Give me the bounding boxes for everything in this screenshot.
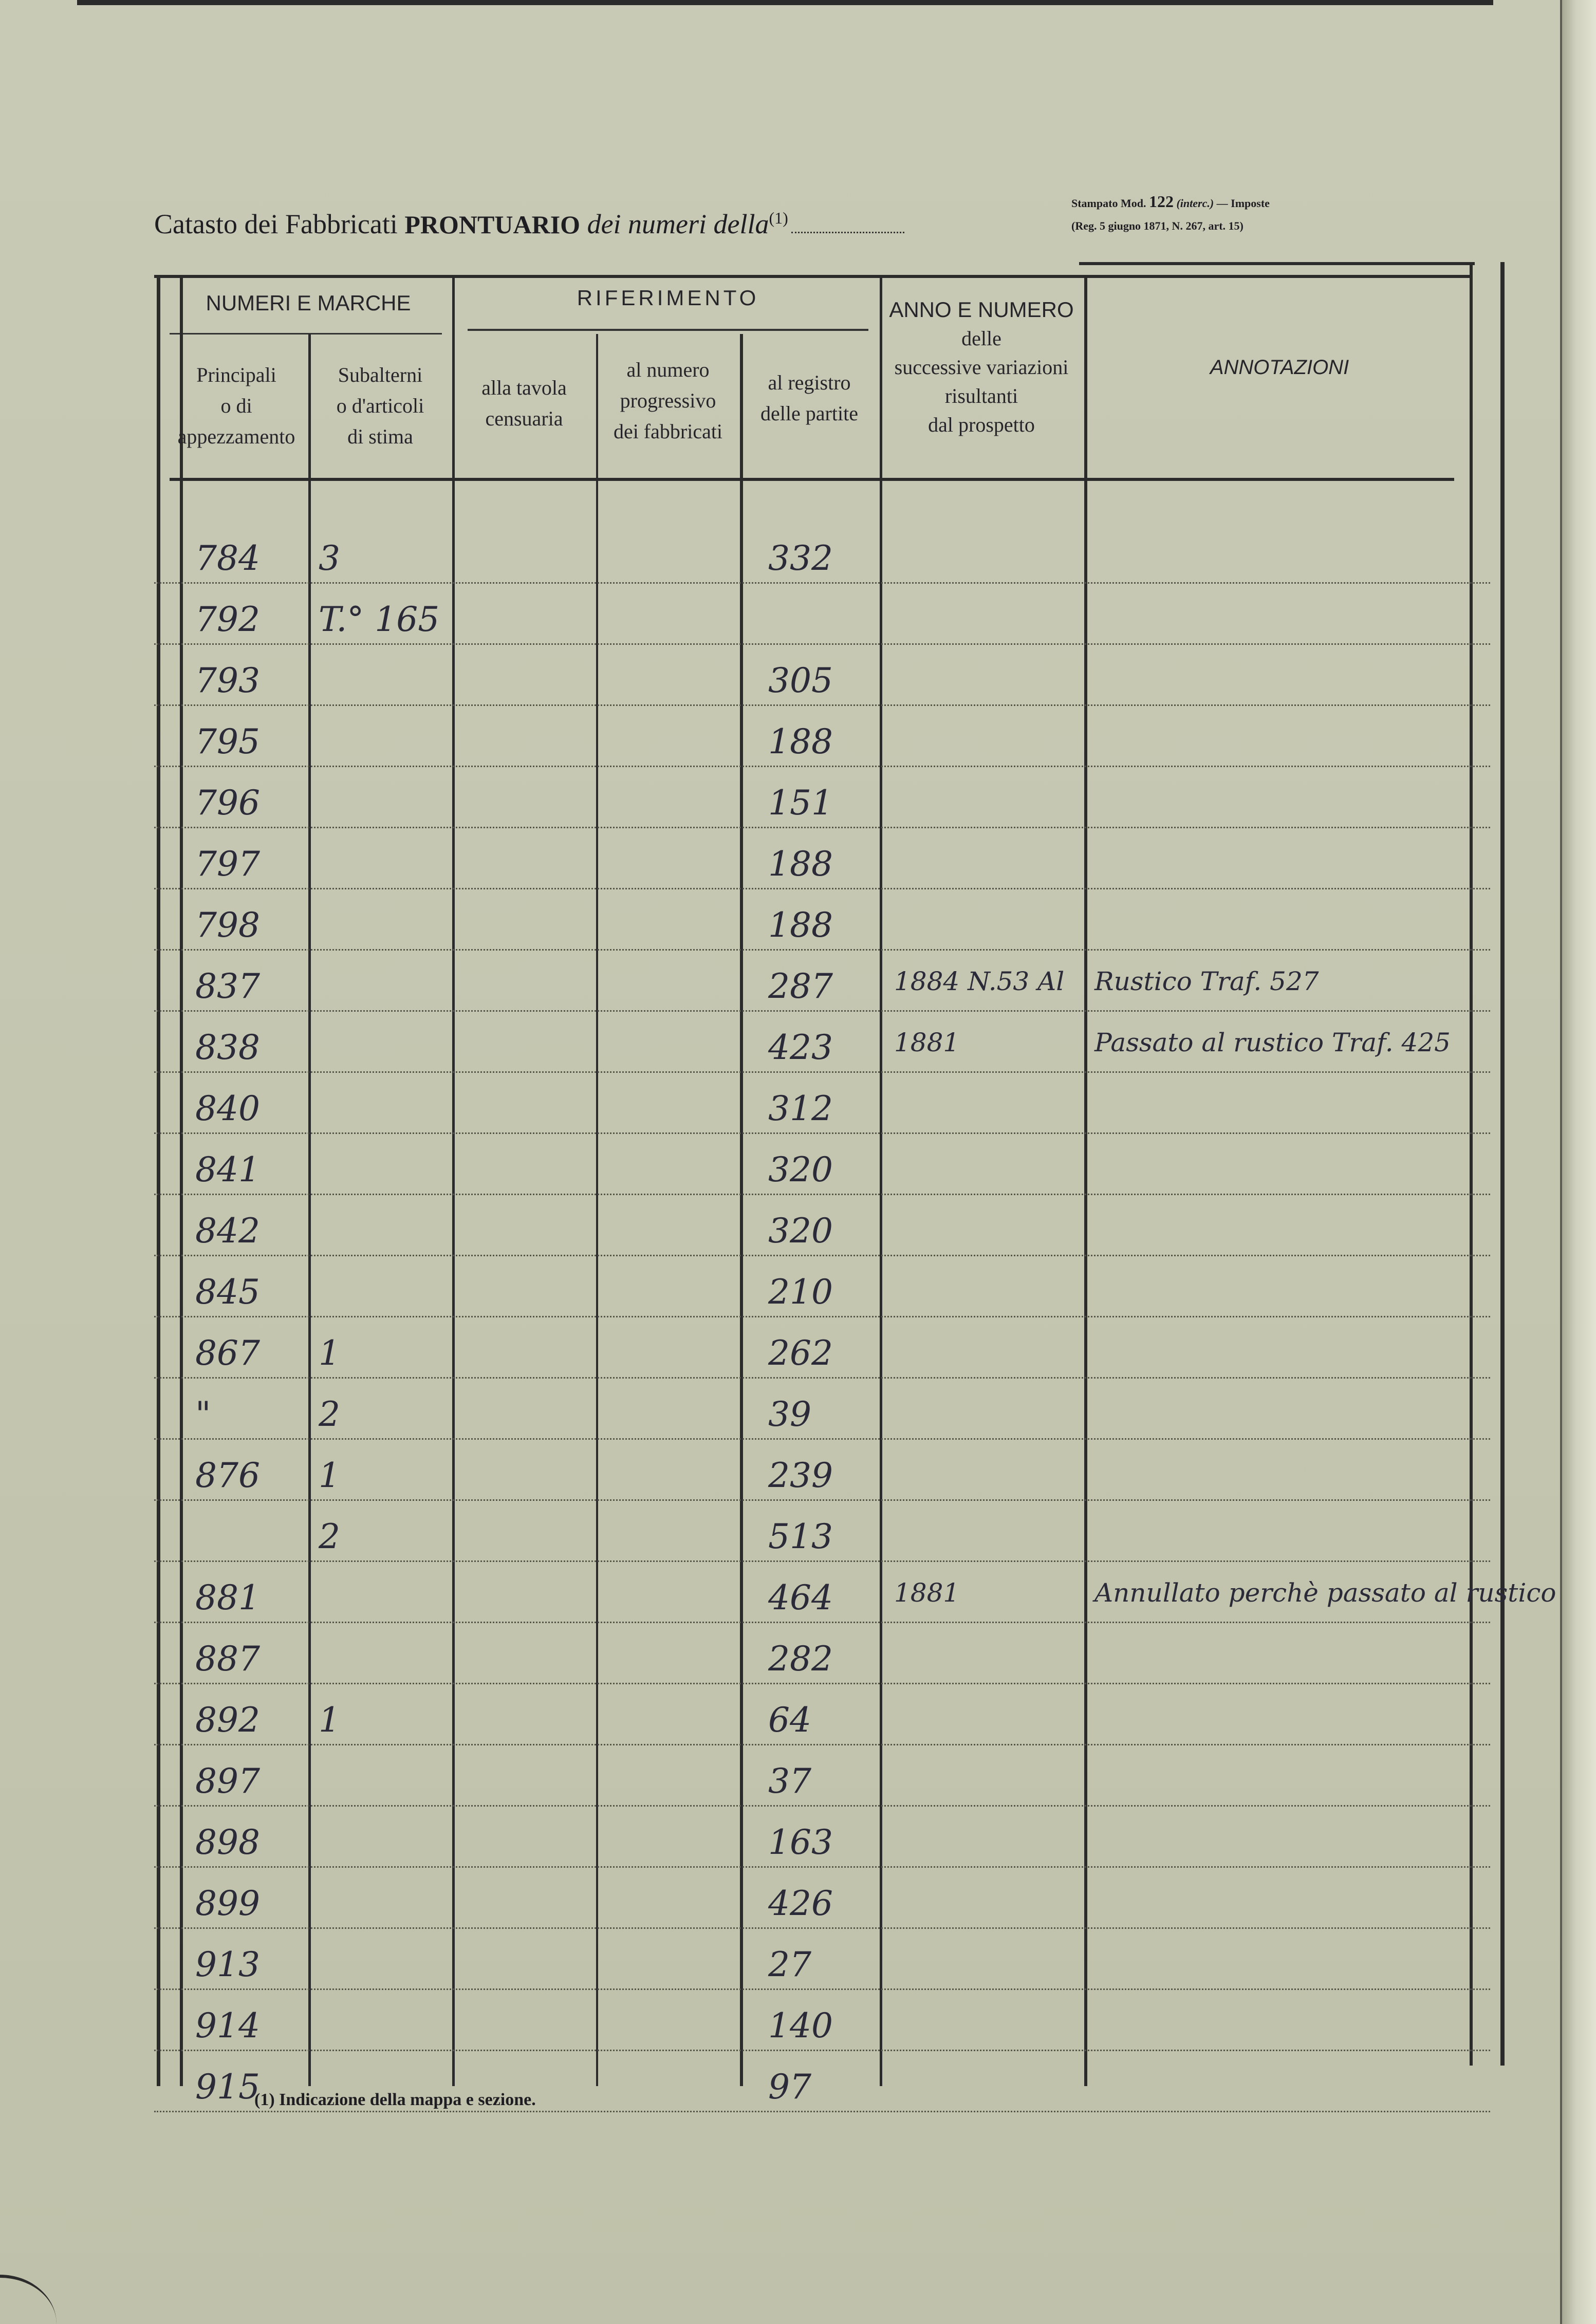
cell-registro: 464 <box>768 1578 833 1617</box>
footnote: (1) Indicazione della mappa e sezione. <box>254 2090 536 2109</box>
header-subalterni <box>308 360 452 452</box>
header-registro <box>740 367 879 429</box>
cell-principale: 793 <box>195 661 260 700</box>
cell-registro: 320 <box>768 1211 833 1251</box>
table-row <box>0 1028 1542 1089</box>
header-anno-line3: successive variazioni <box>894 356 1069 379</box>
cell-anno: 1881 <box>894 1578 960 1608</box>
table-row <box>0 1884 1542 1945</box>
cell-registro: 305 <box>768 661 833 700</box>
header-numero-line1: al numero <box>626 358 710 381</box>
cell-principale: 876 <box>195 1456 260 1495</box>
cell-registro: 426 <box>768 1884 833 1923</box>
cell-anno: 1884 N.53 Al <box>894 966 1065 996</box>
header-numeri-marche: NUMERI E MARCHE <box>206 291 411 315</box>
table-row <box>0 844 1542 905</box>
cell-principale: 881 <box>195 1578 260 1617</box>
table-row <box>0 2067 1542 2128</box>
cell-principale: 840 <box>195 1089 260 1128</box>
cell-subalterno: 2 <box>319 1395 340 1434</box>
table-row <box>0 1456 1542 1517</box>
cell-subalterno: 3 <box>319 538 340 578</box>
header-numero-line2: progressivo <box>620 389 716 412</box>
header-anno-line4: risultanti <box>944 384 1018 407</box>
cell-anno: 1881 <box>894 1028 960 1057</box>
cell-registro: 262 <box>768 1333 833 1373</box>
cell-registro: 64 <box>768 1700 811 1740</box>
cell-principale: 792 <box>195 600 260 639</box>
top-border <box>77 0 1493 5</box>
cell-principale: 887 <box>195 1639 260 1679</box>
header-riferimento: RIFERIMENTO <box>577 286 759 310</box>
stamp-number: 122 <box>1148 192 1174 211</box>
cell-subalterno: 1 <box>319 1456 340 1495</box>
header-numero-line3: dei fabbricati <box>613 420 723 443</box>
header-registro-line2: delle partite <box>760 402 858 425</box>
cell-principale: 915 <box>195 2067 260 2107</box>
cell-principale: 838 <box>195 1028 260 1067</box>
table-row <box>0 1517 1542 1578</box>
table-top-border <box>154 275 1470 278</box>
cell-registro: 151 <box>768 783 833 823</box>
title-blank-line <box>791 232 904 233</box>
table-row <box>0 1089 1542 1150</box>
cell-registro: 188 <box>768 905 833 945</box>
table-row <box>0 538 1542 600</box>
header-numero <box>596 355 740 447</box>
cell-principale: 842 <box>195 1211 260 1251</box>
cell-principale: 797 <box>195 844 260 884</box>
cell-subalterno: 2 <box>319 1517 340 1556</box>
cell-registro: 423 <box>768 1028 833 1067</box>
header-principali-line3: appezzamento <box>177 425 295 448</box>
table-top-border-right <box>1079 262 1475 265</box>
header-anno-line5: dal prospetto <box>928 413 1035 436</box>
table-row <box>0 1150 1542 1211</box>
cell-principale: 898 <box>195 1823 260 1862</box>
header-subalterni-line1: Subalterni <box>338 363 423 386</box>
table-row <box>0 1700 1542 1761</box>
cell-annotazione: Rustico Traf. 527 <box>1094 966 1319 996</box>
cell-registro: 39 <box>768 1395 811 1434</box>
header-tavola <box>452 373 596 434</box>
cell-registro: 188 <box>768 722 833 761</box>
table-row <box>0 2006 1542 2067</box>
header-tavola-line1: alla tavola <box>481 376 567 399</box>
title-main: PRONTUARIO <box>404 210 581 239</box>
cell-principale: 892 <box>195 1700 260 1740</box>
cell-registro: 140 <box>768 2006 833 2046</box>
header-registro-line1: al registro <box>768 371 851 394</box>
header-anno-line2: delle <box>961 327 1001 350</box>
cell-principale: 795 <box>195 722 260 761</box>
table-row <box>0 1578 1556 1639</box>
cell-registro: 239 <box>768 1456 833 1495</box>
cell-subalterno: 1 <box>319 1700 340 1740</box>
header-annotazioni: ANNOTAZIONI <box>1210 356 1349 379</box>
table-row <box>0 966 1542 1028</box>
header-subalterni-line2: o d'articoli <box>336 394 424 417</box>
cell-principale: 899 <box>195 1884 260 1923</box>
cell-annotazione: Annullato perchè passato al rustico <box>1094 1578 1556 1608</box>
table-row <box>0 1823 1542 1884</box>
title-note-ref: (1) <box>769 209 788 227</box>
cell-principale: 845 <box>195 1272 260 1312</box>
stamp-interc: (interc.) <box>1176 197 1214 210</box>
title-prefix: Catasto dei Fabbricati <box>154 209 398 239</box>
header-principali-line2: o di <box>220 394 252 417</box>
header-anno-line1: ANNO E NUMERO <box>889 298 1074 322</box>
table-row <box>0 783 1542 844</box>
cell-subalterno: 1 <box>319 1333 340 1373</box>
header-numeri-underline <box>170 333 442 334</box>
header-bottom-border <box>170 478 1454 481</box>
table-row <box>0 600 1542 661</box>
cell-subalterno: T.° 165 <box>319 600 440 639</box>
cell-registro: 97 <box>768 2067 811 2107</box>
cell-registro: 188 <box>768 844 833 884</box>
header-anno <box>881 295 1082 439</box>
cell-registro: 513 <box>768 1517 833 1556</box>
cell-principale: 796 <box>195 783 260 823</box>
header-subalterni-line3: di stima <box>347 425 413 448</box>
stamp-imposte: — Imposte <box>1216 197 1270 210</box>
table-row <box>0 1272 1542 1333</box>
table-row <box>0 1945 1542 2006</box>
cell-principale: 867 <box>195 1333 260 1373</box>
cell-registro: 332 <box>768 538 833 578</box>
cell-registro: 287 <box>768 966 833 1006</box>
stamp-regulation: (Reg. 5 giugno 1871, N. 267, art. 15) <box>1071 219 1244 232</box>
table-row <box>0 661 1542 722</box>
cell-principale: 914 <box>195 2006 260 2046</box>
table-row <box>0 1395 1542 1456</box>
cell-registro: 320 <box>768 1150 833 1189</box>
cell-principale: 784 <box>195 538 260 578</box>
table-row <box>0 1761 1542 1823</box>
header-riferimento-underline <box>468 329 868 331</box>
cell-principale: 798 <box>195 905 260 945</box>
table-row <box>0 722 1542 783</box>
title-subtitle: dei numeri della <box>587 209 769 239</box>
cell-registro: 282 <box>768 1639 833 1679</box>
header-tavola-line2: censuaria <box>485 407 563 430</box>
cell-annotazione: Passato al rustico Traf. 425 <box>1094 1028 1451 1057</box>
cell-registro: 312 <box>768 1089 833 1128</box>
print-stamp <box>1071 190 1270 237</box>
cell-registro: 210 <box>768 1272 833 1312</box>
cell-principale: 837 <box>195 966 260 1006</box>
page-title <box>154 208 904 240</box>
table-row <box>0 1211 1542 1272</box>
cell-registro: 37 <box>768 1761 811 1801</box>
cell-principale: " <box>195 1395 211 1434</box>
cell-principale: 913 <box>195 1945 260 1984</box>
table-row <box>0 1333 1542 1395</box>
cell-registro: 163 <box>768 1823 833 1862</box>
page-edge <box>1560 0 1596 2324</box>
cell-principale: 841 <box>195 1150 260 1189</box>
stamp-mod: Stampato Mod. <box>1071 197 1146 210</box>
cell-registro: 27 <box>768 1945 811 1984</box>
table-row <box>0 905 1542 966</box>
table-row <box>0 1639 1542 1700</box>
header-principali-line1: Principali <box>196 363 276 386</box>
cell-principale: 897 <box>195 1761 260 1801</box>
header-principali <box>164 360 308 452</box>
